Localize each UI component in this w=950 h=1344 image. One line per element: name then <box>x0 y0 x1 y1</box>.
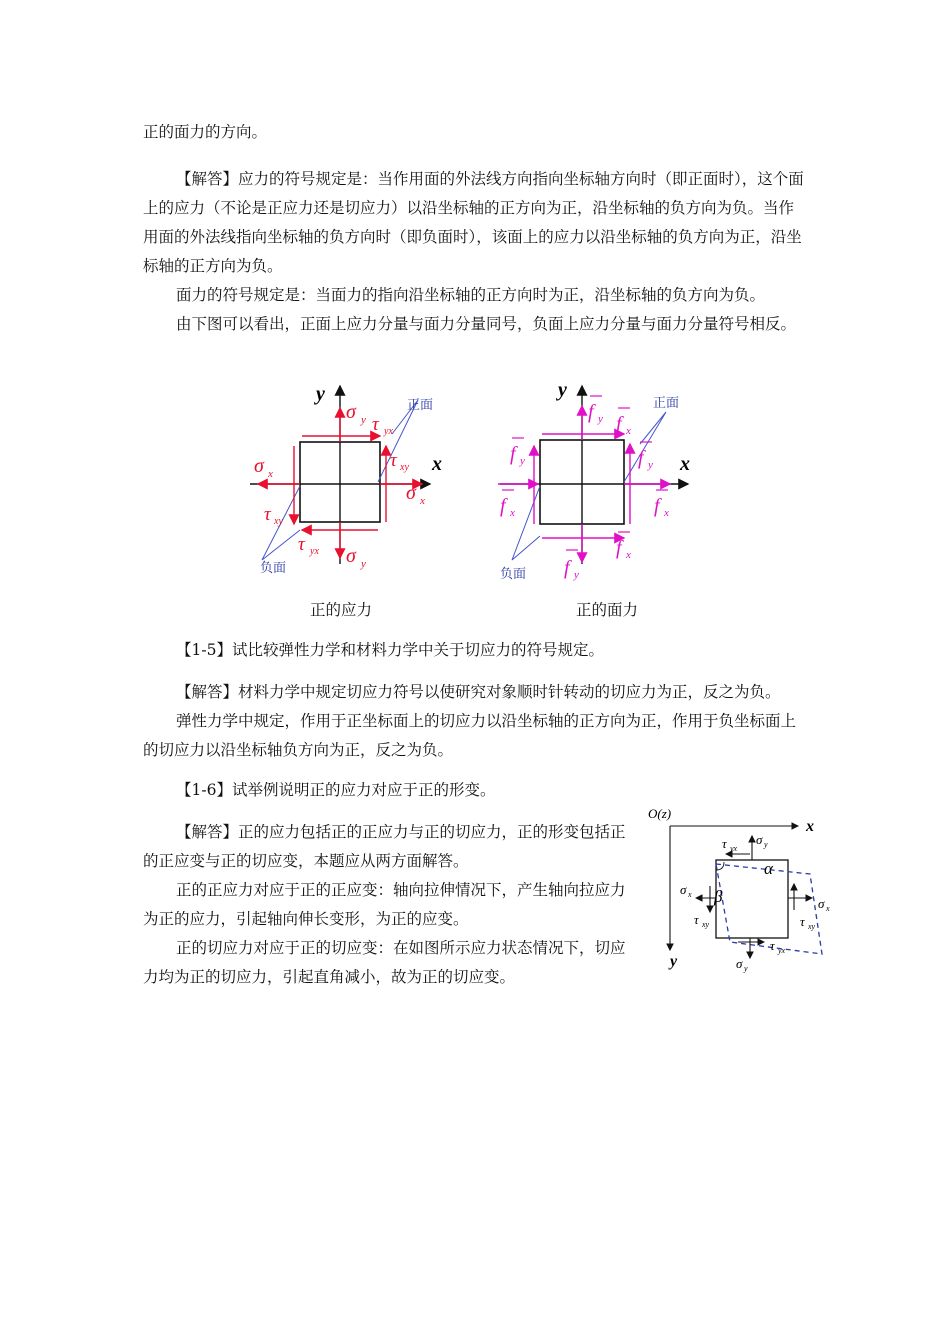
beta-label: β <box>714 887 723 906</box>
caption-positive-stress: 正的应力 <box>310 601 373 619</box>
tau-xy-left-symbol: τ <box>694 912 699 927</box>
question-1-6: 【1-6】试举例说明正的应力对应于正的形变。 <box>176 781 496 799</box>
origin-label: O(z) <box>648 806 672 821</box>
fy-right-symbol: f <box>638 447 644 469</box>
tau-yx-top-symbol: τ <box>722 836 727 851</box>
fx-left-sub: x <box>510 507 515 519</box>
fy-left-symbol: f <box>510 443 516 465</box>
fy-bottom-symbol: f <box>564 557 570 579</box>
stress-figure <box>240 378 460 588</box>
tau-yx-top-sub: yx <box>384 426 393 437</box>
y-axis-label: y <box>670 953 678 970</box>
fx-left-symbol: f <box>500 495 506 517</box>
tau-yx-bottom-sub: yx <box>778 946 786 955</box>
alpha-label: α <box>764 859 773 878</box>
tau-xy-right-symbol: τ <box>800 914 805 929</box>
answer-1-5-part-2: 弹性力学中规定，作用于正坐标面上的切应力以沿坐标轴的正方向为正，作用于负坐标面上的切应力以沿坐标轴负方向为正，反之为负。 <box>143 712 797 759</box>
tau-xy-right-sub: xy <box>400 462 409 473</box>
positive-face-label: 正面 <box>653 396 680 411</box>
sigma-x-left-sub: x <box>268 468 273 480</box>
fx-top-sub: x <box>626 425 631 437</box>
answer-1-6-part-1: 【解答】正的应力包括正的正应力与正的切应力，正的形变包括正的正应变与正的切应变，本题应从两方面解答。 <box>143 823 626 870</box>
paragraph-surface-force-sign: 面力的符号规定是：当面力的指向沿坐标轴的正方向时为正，沿坐标轴的负方向为负。 <box>176 286 766 304</box>
fy-right-sub: y <box>648 459 653 471</box>
answer-1-5-part-1: 【解答】材料力学中规定切应力符号以使研究对象顺时针转动的切应力为正，反之为负。 <box>176 683 781 701</box>
negative-face-label: 负面 <box>260 561 287 576</box>
sigma-x-left-sub: x <box>688 890 692 899</box>
fx-bottom-sub: x <box>626 549 631 561</box>
tau-yx-top-symbol: τ <box>372 414 379 435</box>
fy-top-sub: y <box>598 413 603 425</box>
caption-positive-surface-force: 正的面力 <box>576 601 639 619</box>
tau-xy-right-sub: xy <box>808 922 816 931</box>
answer-1-6-part-3: 正的切应力对应于正的切应变：在如图所示应力状态情况下，切应力均为正的切应力，引起直角减小，故为正的切应变。 <box>143 939 626 986</box>
negative-face-outline <box>512 486 540 560</box>
sigma-y-top-sub: y <box>361 414 366 426</box>
element-square <box>716 860 788 938</box>
question-1-5: 【1-5】试比较弹性力学和材料力学中关于切应力的符号规定。 <box>176 641 604 659</box>
sigma-y-top-symbol: σ <box>346 401 356 423</box>
sigma-y-bottom-symbol: σ <box>346 545 356 567</box>
x-axis-label: x <box>806 818 814 835</box>
sigma-y-top-symbol: σ <box>756 832 763 847</box>
sigma-x-left-symbol: σ <box>254 455 264 477</box>
tau-yx-bottom-sub: yx <box>310 546 319 557</box>
positive-face-label: 正面 <box>407 398 434 413</box>
paragraph-intro: 正的面力的方向。 <box>143 123 268 141</box>
y-axis-label: y <box>316 383 325 405</box>
paragraph-answer-stress-sign: 【解答】应力的符号规定是：当作用面的外法线方向指向坐标轴方向时（即正面时），这个面上的应力（不论是正应力还是切应力）以沿坐标轴的正方向为正，沿坐标轴的负方向为负。当作用面的外法线指向坐标轴的负方向时（即负面时），该面上的应力以沿坐标轴的负方向为正，沿坐标轴的正方向为负。 <box>143 170 804 275</box>
fy-bottom-sub: y <box>574 569 579 581</box>
answer-1-6-part-2: 正的正应力对应于正的正应变：轴向拉伸情况下，产生轴向拉应力为正的应力，引起轴向伸长变形，为正的应变。 <box>143 881 626 928</box>
x-axis-label: x <box>680 453 690 475</box>
sigma-y-top-sub: y <box>764 840 768 849</box>
tau-xy-right-symbol: τ <box>390 450 397 471</box>
fx-right-sub: x <box>664 507 669 519</box>
tau-yx-top-sub: yx <box>730 844 738 853</box>
shear-strain-figure <box>640 800 840 980</box>
sigma-x-right-sub: x <box>826 904 830 913</box>
tau-yx-bottom-symbol: τ <box>770 938 775 953</box>
tau-xy-left-sub: xy <box>702 920 710 929</box>
sigma-x-right-symbol: σ <box>818 896 825 911</box>
y-axis-label: y <box>558 379 567 401</box>
sigma-x-left-symbol: σ <box>680 882 687 897</box>
x-axis-label: x <box>432 453 442 475</box>
fx-bottom-symbol: f <box>616 537 622 559</box>
sigma-x-right-sub: x <box>420 495 425 507</box>
tau-xy-left-sub: xy <box>274 516 283 527</box>
paragraph-comparison: 由下图可以看出，正面上应力分量与面力分量同号，负面上应力分量与面力分量符号相反。 <box>176 315 797 333</box>
sigma-y-bottom-sub: y <box>361 558 366 570</box>
sigma-x-right-symbol: σ <box>406 482 416 504</box>
negative-face-label: 负面 <box>500 567 527 582</box>
surface-force-figure <box>490 378 710 588</box>
fx-right-symbol: f <box>654 495 660 517</box>
sigma-y-bottom-sub: y <box>744 964 748 973</box>
fx-top-symbol: f <box>616 413 622 435</box>
fy-top-symbol: f <box>588 401 594 423</box>
tau-xy-left-symbol: τ <box>264 504 271 525</box>
fy-left-sub: y <box>520 455 525 467</box>
tau-yx-bottom-symbol: τ <box>298 534 305 555</box>
sigma-y-bottom-symbol: σ <box>736 956 743 971</box>
